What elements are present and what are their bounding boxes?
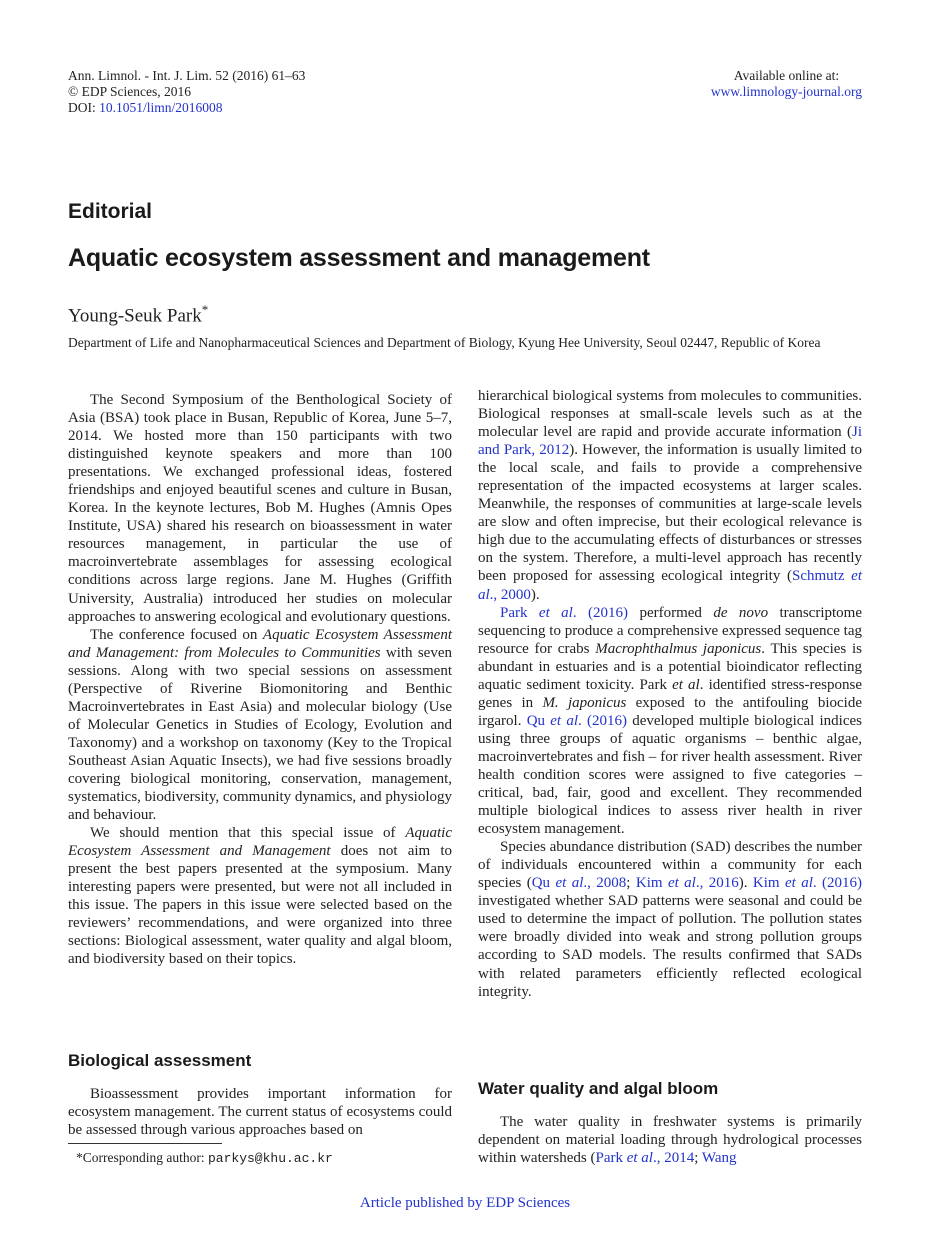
text: performed (628, 604, 714, 621)
bioassessment-paragraph: Bioassessment provides important information for ecosystem management. The current status of ecosystems could be assessed through various approaches based on (68, 1086, 452, 1139)
water-quality-paragraph (478, 1113, 862, 1167)
text: Species abundance distribution (SAD) describes the number of individuals encountered within a community for each species ( (478, 839, 862, 892)
publisher-link[interactable]: Article published by EDP Sciences (359, 1195, 571, 1211)
conference-paragraph (68, 626, 452, 825)
citation-link[interactable]: Ji and Park, 2012 (478, 424, 862, 459)
available-label: Available online at: (733, 68, 840, 83)
right-column (478, 387, 862, 1001)
author-name-text: Young-Seuk Park (68, 305, 202, 327)
author-affiliation: Department of Life and Nanopharmaceutical Sciences and Department of Biology, Kyung Hee University, Seoul 02447, Republic of Korea (68, 335, 821, 350)
text: ., 2016 (695, 875, 739, 892)
text: Qu (526, 712, 551, 729)
heading-water-quality: Water quality and algal bloom (478, 1079, 719, 1098)
text: The conference focused on (90, 626, 263, 643)
text: ; (694, 1150, 702, 1167)
text: et al (784, 875, 813, 892)
intro-paragraph: The Second Symposium of the Benthological Society of Asia (BSA) took place in Busan, Republic of Korea, June 5–7, 2014. We hosted more than 150 participants with two distinguished keynote speakers and more than 100 presentations. We exchanged professional ideas, fostered friendships and enjoyed beautiful scenes and culture in Busan, Korea. In the keynote lectures, Bob M. Hughes (Amnis Opes Institute, USA) shared his research on bioassessment in water resources management, in particular the use of macroinvertebrate assemblages for assessing ecological conditions across large regions. Jane M. Hughes (Griffith University, Australia) introduced her studies on molecular approaches to answering ecological and evolutionary questions. (68, 392, 452, 625)
text: exposed to the antifouling biocide irgarol. (478, 694, 862, 729)
author-email[interactable]: parkys@khu.ac.kr (207, 1151, 333, 1166)
text: developed multiple biological indices using three groups of aquatic organisms – benthic algae, macroinvertebrates and fish – for river health assessment. River health condition scores were assigned to five categories – critical, bad, fair, good and excellent. They recommended multiple biological indices to assess river health in river ecosystem management. (478, 712, 862, 838)
text: Kim (752, 875, 785, 892)
text: . (2016) (578, 712, 627, 729)
text: ). (530, 586, 540, 603)
special-issue-paragraph (68, 824, 452, 968)
copyright-line: © EDP Sciences, 2016 (68, 84, 191, 99)
sad-paragraph (478, 838, 862, 1000)
text: transcriptome sequencing to produce a comprehensive expressed sequence tag resource for crabs (478, 604, 862, 657)
text: et al (626, 1150, 653, 1167)
text: Park (595, 1150, 627, 1167)
text: ., 2000 (489, 586, 531, 603)
journal-citation: Ann. Limnol. - Int. J. Lim. 52 (2016) 61–63 (68, 68, 306, 83)
conference-theme: Aquatic Ecosystem Assessment and Management: from Molecules to Communities (68, 626, 453, 661)
hierarchy-paragraph (478, 387, 862, 604)
journal-header (68, 68, 305, 116)
special-issue-title: Aquatic Ecosystem Assessment and Management (68, 825, 452, 860)
text: hierarchical biological systems from molecules to communities. Biological responses at small-scale levels such as at the molecular level are rapid and provide accurate information ( (478, 388, 862, 441)
left-column (68, 391, 452, 969)
doi-link[interactable]: 10.1051/limn/2016008 (99, 100, 223, 115)
text: The water quality in freshwater systems is primarily dependent on material loading through hydrological processes within watersheds ( (478, 1114, 862, 1167)
journal-website-link[interactable]: www.limnology-journal.org (710, 84, 862, 99)
text: et al (555, 875, 584, 892)
footnote-divider (68, 1143, 222, 1144)
text: Qu (531, 875, 556, 892)
citation-link[interactable] (595, 1150, 694, 1166)
text: et al (672, 676, 700, 693)
text: et al (667, 875, 696, 892)
text: investigated whether SAD patterns were seasonal and could be used to determine the impact of pollution. The pollution states were broadly divided into weak and strong pollution groups according to SAD models. The results confirmed that SADs with related parameters efficiently reflected ecological integrity. (478, 893, 862, 1000)
citation-link[interactable] (500, 605, 628, 621)
author-name (68, 302, 208, 327)
publisher-footer (0, 1195, 930, 1212)
text: . This species is abundant in estuaries and is a potential bioindicator reflecting aquatic sediment toxicity. Park (478, 640, 862, 693)
text: does not aim to present the best papers presented at the symposium. Many interesting papers were presented, but were not all included in this issue. The papers in this issue were selected based on the reviewers’ recommendations, and were organized into three sections: Biological assessment, water quality and algal bloom, and biodiversity based on their topics. (68, 843, 452, 968)
text: Schmutz (792, 568, 852, 585)
text: et al (538, 604, 573, 621)
corresponding-author-footnote (76, 1150, 333, 1166)
citation-link[interactable] (636, 875, 739, 891)
text: . identified stress-response genes in (478, 676, 863, 711)
doi-line (68, 100, 305, 116)
text: ., 2008 (583, 875, 627, 892)
text: ). However, the information is usually limited to the local scale, and fails to provide a comprehensive representation of the impacted ecosystems at larger scales. Meanwhile, the responses of communities at large-scale levels are slow and often imprecise, but their ecological relevance is high due to the accumulating effects of disturbances or stresses on the system. Therefore, a multi-level approach has recently been proposed for assessing ecological integrity ( (478, 442, 863, 585)
author-footnote-mark: * (201, 302, 209, 317)
text: . (2016) (812, 875, 863, 892)
doi-label: DOI: (68, 100, 96, 115)
text: . (2016) (572, 604, 629, 621)
availability-header (711, 68, 862, 100)
citation-link[interactable] (532, 875, 627, 891)
article-title: Aquatic ecosystem assessment and management (68, 244, 650, 272)
text: Park (500, 604, 539, 621)
article-type-label: Editorial (68, 200, 153, 223)
text: et al (550, 712, 578, 729)
text: ). (738, 875, 753, 892)
text: We should mention that this special issue of (90, 825, 406, 842)
heading-biological-assessment: Biological assessment (68, 1051, 252, 1070)
right-column-continued (478, 1113, 862, 1167)
citation-link[interactable] (753, 875, 862, 891)
species-name: M. japonicus (542, 694, 627, 711)
left-column-continued (68, 1085, 452, 1139)
transcriptome-paragraph (478, 604, 862, 839)
citation-link[interactable]: Wang (701, 1150, 737, 1167)
footnote-label: *Corresponding author: (76, 1150, 208, 1165)
species-name: Macrophthalmus japonicus (595, 640, 762, 657)
text: Kim (635, 875, 668, 892)
text: with seven sessions. Along with two special sessions on assessment (Perspective of Riverine Biomonitoring and Benthic Macroinvertebrates in East Asia) and molecular biology (Use of Molecular Genetics in Studies of Ecology, Evolution and Taxonomy) and a workshop on taxonomy (Key to the Tropical Southeast Asian Aquatic Insects), we had five sessions broadly covering biological monitoring, conservation, management, systematics, biodiversity, community dynamics, and physiology and behaviour. (68, 644, 453, 824)
text: et al (478, 568, 862, 603)
citation-link[interactable] (527, 713, 627, 729)
text: ., 2014 (652, 1150, 695, 1167)
text: de novo (713, 604, 769, 621)
text: ; (626, 875, 636, 892)
